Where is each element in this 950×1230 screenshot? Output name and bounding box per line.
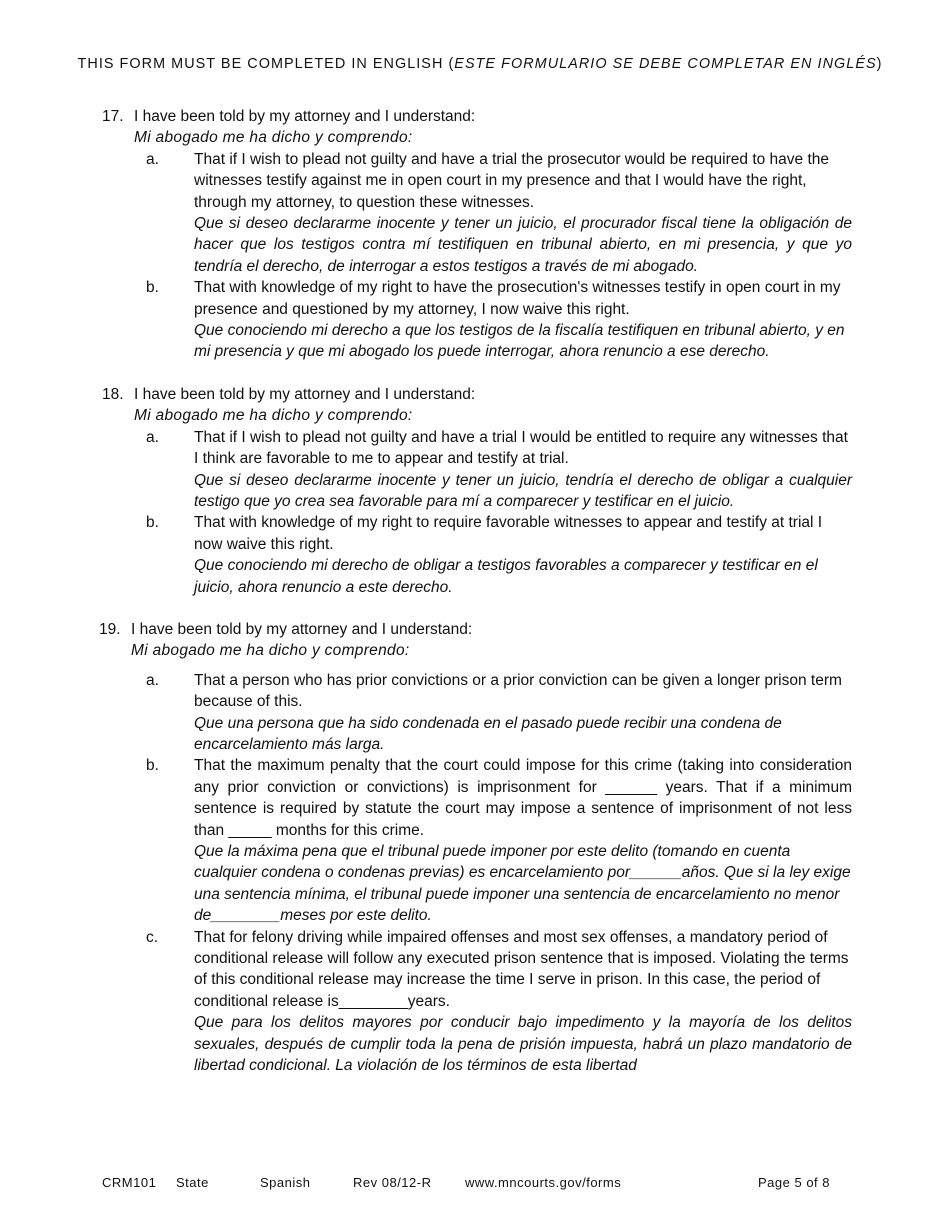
subitem-es: Que la máxima pena que el tribunal puede imponer por este delito (tomando en cuenta cualquier condena o condenas previas) es encarcelamiento por______años. Que si la ley exige una sentencia mínima, el tribunal puede imponer una sentencia de encarcelamiento no menor de________meses por este delito. xyxy=(194,843,851,925)
subitem-letter: a. xyxy=(146,428,159,446)
subitem-es: Que una persona que ha sido condenada en el pasado puede recibir una condena de encarcelamiento más larga. xyxy=(194,714,782,753)
item-18-subitems xyxy=(114,427,862,598)
footer-form-id: CRM101 xyxy=(102,1175,157,1190)
subitem-letter: b. xyxy=(146,757,159,775)
item-intro-en: I have been told by my attorney and I understand: xyxy=(134,108,476,125)
subitem-letter: b. xyxy=(146,514,159,532)
subitem-19b xyxy=(114,755,852,926)
subitem-es: Que si deseo declararme inocente y tener un juicio, tendría el derecho de obligar a cualquier testigo que yo crea sea favorable para mí a comparecer y testificar en el juicio. xyxy=(194,471,852,510)
footer-revision: Rev 08/12-R xyxy=(353,1175,432,1190)
item-number: 19. xyxy=(99,620,121,638)
header-spanish: ESTE FORMULARIO SE DEBE COMPLETAR EN INGLÉS xyxy=(454,56,877,72)
item-intro-es: Mi abogado me ha dicho y comprendo: xyxy=(134,407,413,425)
footer-language: Spanish xyxy=(260,1175,311,1190)
subitem-18b xyxy=(114,512,852,598)
subitem-18a xyxy=(114,427,852,513)
subitem-letter: c. xyxy=(146,928,159,946)
subitem-en: That if I wish to plead not guilty and have a trial I would be entitled to require any witnesses that I think are favorable to me to appear and testify at trial. xyxy=(194,428,848,468)
subitem-letter: a. xyxy=(146,150,159,168)
item-18 xyxy=(102,384,862,427)
subitem-19c xyxy=(114,927,852,1077)
subitem-es: Que para los delitos mayores por conducir bajo impedimento y la mayoría de los delitos sexuales, después de cumplir toda la pena de prisión impuesta, habrá un plazo mandatorio de libertad condicional. La violación de los términos de esta libertad xyxy=(194,1014,852,1075)
footer-url: www.mncourts.gov/forms xyxy=(465,1175,622,1190)
item-intro-es: Mi abogado me ha dicho y comprendo: xyxy=(131,642,410,660)
form-content xyxy=(99,106,862,1076)
footer-type: State xyxy=(176,1175,209,1190)
subitem-es: Que si deseo declararme inocente y tener un juicio, el procurador fiscal tiene la obligación de hacer que los testigos contra mí testifiquen en tribunal abierto, en mi presencia, y que yo tendría el derecho, de interrogar a estos testigos a través de mi abogado. xyxy=(194,215,852,275)
subitem-letter: a. xyxy=(146,671,159,689)
subitem-en: That a person who has prior convictions or a prior conviction can be given a longer prison term because of this. xyxy=(194,671,842,711)
subitem-es: Que conociendo mi derecho de obligar a testigos favorables a comparecer y testificar en el juicio, ahora renuncio a este derecho. xyxy=(194,557,818,596)
item-19 xyxy=(99,619,862,662)
subitem-17a xyxy=(114,149,852,277)
subitem-en: That if I wish to plead not guilty and have a trial the prosecutor would be required to have the witnesses testify against me in open court in my presence and that I would have the right, through my attorney, to question these witnesses. xyxy=(194,150,830,211)
footer-page-number: Page 5 of 8 xyxy=(758,1175,830,1190)
item-intro-es: Mi abogado me ha dicho y comprendo: xyxy=(134,129,413,147)
item-intro-en: I have been told by my attorney and I understand: xyxy=(131,620,473,638)
subitem-en: That the maximum penalty that the court could impose for this crime (taking into consideration any prior conviction or convictions) is imprisonment for ______ years. That if a minimum sentence is required by statute the court may impose a sentence of imprisonment of not less than _____ months for this crime. xyxy=(194,757,852,839)
item-19-subitems xyxy=(114,670,862,1077)
subitem-es: Que conociendo mi derecho a que los testigos de la fiscalía testifiquen en tribunal abierto, y en mi presencia y que mi abogado los puede interrogar, ahora renuncio a ese derecho. xyxy=(194,322,845,361)
subitem-19a xyxy=(114,670,852,756)
form-header: THIS FORM MUST BE COMPLETED IN ENGLISH (ESTE FORMULARIO SE DEBE COMPLETAR EN INGLÉS) xyxy=(77,56,883,72)
item-17 xyxy=(102,106,862,149)
subitem-en: That with knowledge of my right to require favorable witnesses to appear and testify at trial I now waive this right. xyxy=(194,514,823,553)
subitem-en: That with knowledge of my right to have the prosecution's witnesses testify in open court in my presence and questioned by my attorney, I now waive this right. xyxy=(194,279,841,318)
header-english: THIS FORM MUST BE COMPLETED IN ENGLISH xyxy=(77,56,444,72)
item-number: 17. xyxy=(102,108,124,125)
item-17-subitems xyxy=(114,149,862,363)
subitem-letter: b. xyxy=(146,279,159,297)
item-intro-en: I have been told by my attorney and I understand: xyxy=(134,385,476,403)
item-number: 18. xyxy=(102,385,124,403)
subitem-17b xyxy=(114,277,852,363)
subitem-en: That for felony driving while impaired offenses and most sex offenses, a mandatory period of conditional release will follow any executed prison sentence that is imposed. Violating the terms of this conditional release may increase the time I serve in prison. In this case, the period of conditional release is________years. xyxy=(194,928,849,1010)
